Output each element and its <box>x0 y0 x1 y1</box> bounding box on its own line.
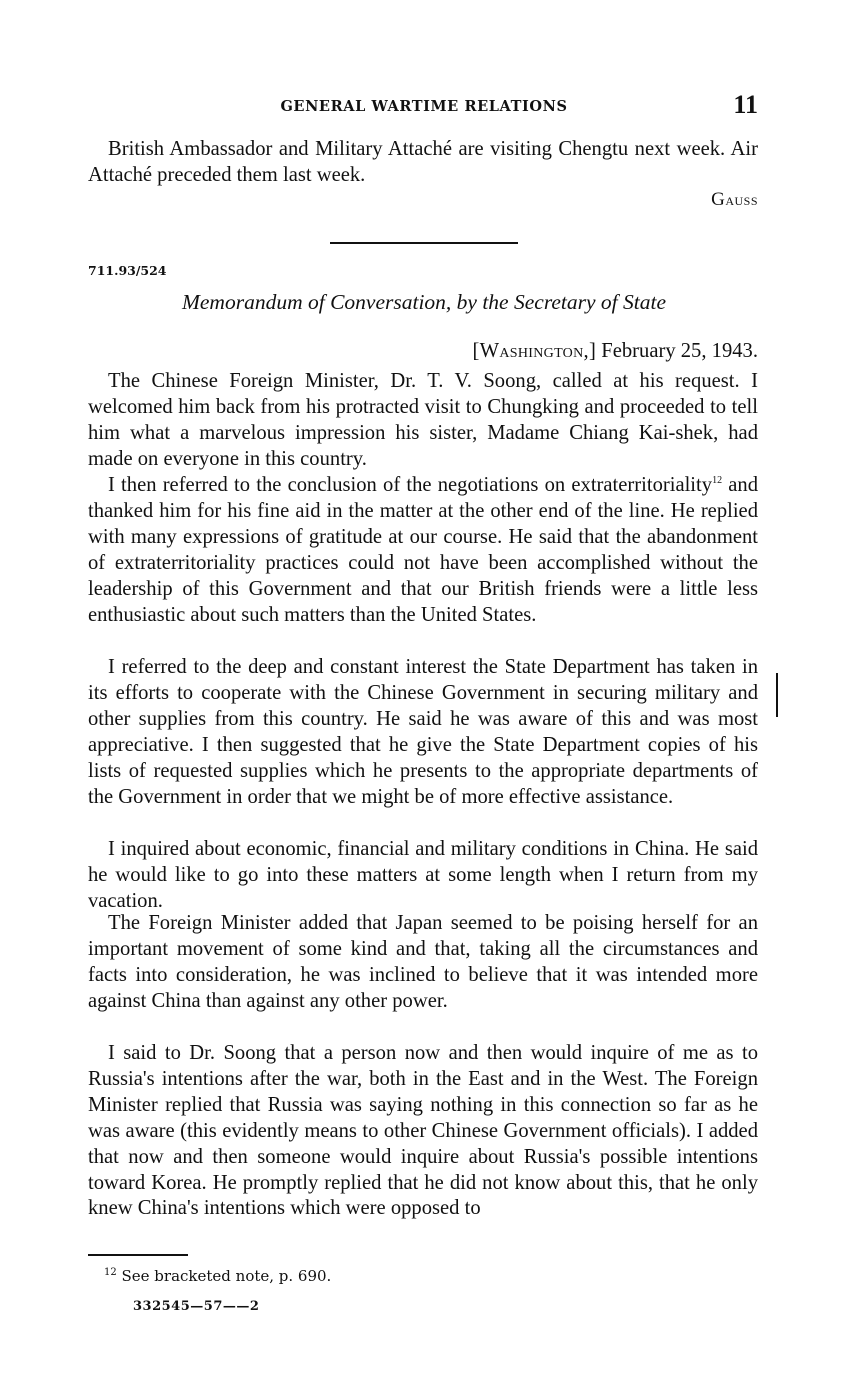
signature-initial: G <box>711 189 726 210</box>
marginal-bar <box>776 673 778 717</box>
section-divider <box>330 242 518 244</box>
p2-text-before: I then referred to the conclusion of the negotiations on extraterritoriality <box>108 474 713 496</box>
signature-rest: auss <box>725 190 758 209</box>
print-code: 332545—57——2 <box>133 1299 260 1314</box>
signature <box>711 189 758 211</box>
footnote <box>104 1267 331 1285</box>
body-paragraph-3: I referred to the deep and constant interest the State Department has taken in its efforts to cooperate with the Chinese Government in securing military and other supplies from this country. He said he was aware of this and was most appreciative. I then suggested that he give the State Department copies of his lists of requested supplies which he presents to the appropriate departments of the Government in order that we might be of more effective assistance. <box>88 656 758 808</box>
footnote-reference: 12 <box>712 475 723 487</box>
running-head <box>88 90 760 122</box>
document-title: Memorandum of Conversation, by the Secretary of State <box>181 290 667 314</box>
preceding-paragraph: British Ambassador and Military Attaché are visiting Chengtu next week. Air Attaché preceded them last week. <box>88 138 758 186</box>
dateline-date: February 25, 1943. <box>596 340 758 362</box>
dateline <box>473 340 759 363</box>
body-paragraph-1: The Chinese Foreign Minister, Dr. T. V. Soong, called at his request. I welcomed him back from his protracted visit to Chungking and proceeded to tell him what a marvelous impression his sister, Madame Chiang Kai-shek, had made on everyone in this country. <box>88 370 758 470</box>
page-number: 11 <box>733 90 758 119</box>
file-number: 711.93/524 <box>88 263 167 278</box>
body-paragraph-6: I said to Dr. Soong that a person now and then would inquire of me as to Russia's intentions after the war, both in the East and in the West. The Foreign Minister replied that Russia was saying nothing in this connection so far as he was aware (this evidently means to other Chinese Government officials). I added that now and then someone would inquire about Russia's possible intentions toward Korea. He promptly replied that he did not know about this, that he only knew China's intentions which were opposed to <box>88 1042 758 1220</box>
footnote-rule <box>88 1254 188 1256</box>
body-paragraph-4: I inquired about economic, financial and military conditions in China. He said he would like to go into these matters at some length when I return from my vacation. <box>88 838 758 912</box>
body-paragraph-2 <box>88 473 758 628</box>
footnote-text: See bracketed note, p. 690. <box>116 1267 332 1285</box>
p2-text-after: and thanked him for his fine aid in the matter at the other end of the line. He replied with many expressions of gratitude at our course. He said that the abandonment of extraterritoriality practices could not have been accomplished without the leadership of this Government and that our British friends were a little less enthusiastic about such matters than the United States. <box>88 474 758 626</box>
running-title: GENERAL WARTIME RELATIONS <box>280 98 568 115</box>
dateline-location: [Washington,] <box>472 340 597 362</box>
footnote-marker: 12 <box>104 1267 117 1278</box>
body-paragraph-5: The Foreign Minister added that Japan seemed to be poising herself for an important movement of some kind and that, taking all the circumstances and facts into consideration, he was inclined to believe that it was intended more against China than against any other power. <box>88 912 758 1012</box>
